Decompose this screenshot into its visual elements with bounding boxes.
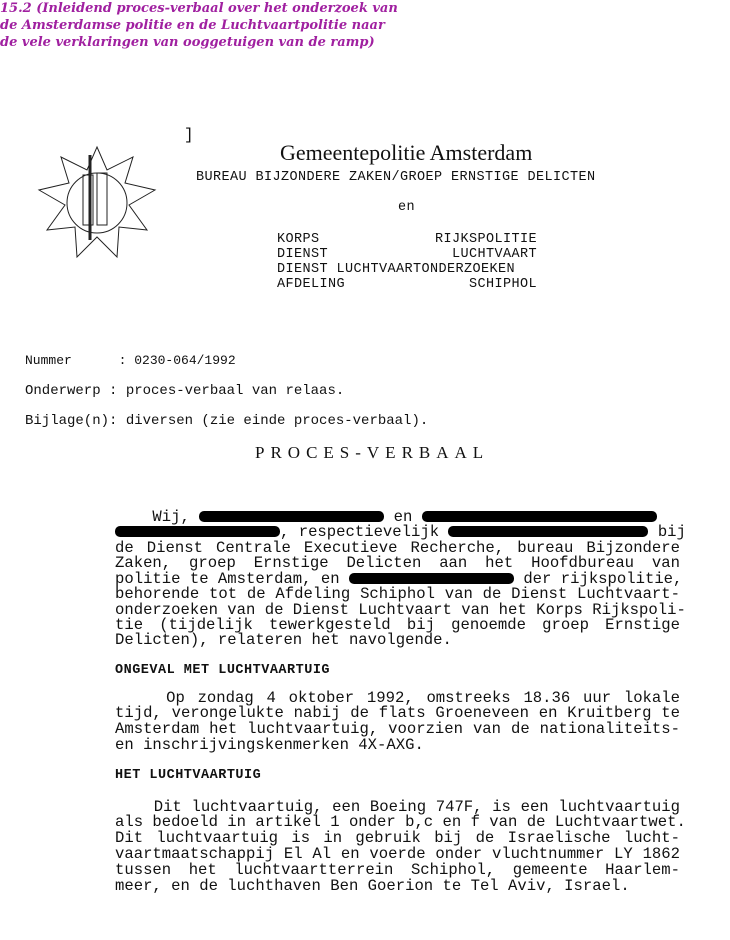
body-line: tussen het luchtvaartterrein Schiphol, gemeente Haarlem-: [115, 861, 680, 879]
intro-line: behorende tot de Afdeling Schiphol van de Dienst Luchtvaart-: [115, 585, 680, 603]
letterhead-subtitle: BUREAU BIJZONDERE ZAKEN/GROEP ERNSTIGE DELICTEN: [196, 170, 596, 185]
intro-line: , respectievelijk bij: [115, 525, 680, 540]
intro-line: Wij, en: [115, 510, 680, 525]
section-heading: ONGEVAL MET LUCHTVAARTUIG: [115, 663, 331, 678]
body-line: Op zondag 4 oktober 1992, omstreeks 18.36 uur lokale: [115, 689, 680, 707]
intro-line: tie (tijdelijk tewerkgesteld bij genoemde groep Ernstige: [115, 616, 680, 634]
intro-line: Zaken, groep Ernstige Delicten aan het Hoofdbureau van: [115, 554, 680, 572]
body-line: tijd, verongelukte nabij de flats Groeneveen en Kruitberg te: [115, 704, 680, 722]
intro-line: de Dienst Centrale Executieve Recherche, bureau Bijzondere: [115, 539, 680, 557]
intro-line: onderzoeken van de Dienst Luchtvaart van het Korps Rijkspoli-: [115, 601, 686, 619]
redaction: [448, 526, 648, 537]
body-line: Amsterdam het luchtvaartuig, voorzien van de nationaliteits-: [115, 720, 680, 738]
section-heading: HET LUCHTVAARTUIG: [115, 768, 262, 783]
body-line: Dit luchtvaartuig is in gebruik bij de Israelische lucht-: [115, 829, 680, 847]
intro-line: politie te Amsterdam, en der rijkspolitie,: [115, 570, 683, 588]
letterhead-title: Gemeentepolitie Amsterdam: [280, 140, 533, 165]
meta-onderwerp: Onderwerp : proces-verbaal van relaas.: [25, 383, 345, 399]
body-line: meer, en de luchthaven Ben Goerion te Tel Aviv, Israel.: [115, 877, 630, 895]
body-line: vaartmaatschappij El Al en voerde onder vluchtnummer LY 1862: [115, 845, 680, 863]
letterhead-and: en: [398, 200, 416, 215]
bracket-mark: ]: [184, 126, 194, 144]
redaction: [422, 511, 657, 522]
intro-line: Delicten), relateren het navolgende.: [115, 631, 452, 649]
letterhead-departments: KORPS RIJKSPOLITIE DIENST LUCHTVAART DIENST LUCHTVAARTONDERZOEKEN AFDELING SCHIPHOL: [277, 232, 537, 292]
redaction: [199, 511, 384, 522]
meta-nummer: Nummer : 0230-064/1992: [25, 353, 236, 368]
document-caption: 15.2 (Inleidend proces-verbaal over het onderzoek van de Amsterdamse politie en de Luchtvaartpolitie naar de vele verklaringen van ooggetuigen van de ramp): [0, 1, 398, 50]
redaction: [115, 526, 280, 537]
meta-bijlage: Bijlage(n): diversen (zie einde proces-verbaal).: [25, 413, 429, 429]
police-star-emblem: [35, 145, 160, 260]
document-title: PROCES-VERBAAL: [255, 443, 490, 462]
body-line: als bedoeld in artikel 1 onder b,c en f van de Luchtvaartwet.: [115, 813, 686, 831]
redaction: [349, 573, 514, 584]
body-line: en inschrijvingskenmerken 4X-AXG.: [115, 736, 424, 754]
body-line: Dit luchtvaartuig, een Boeing 747F, is een luchtvaartuig: [115, 798, 680, 816]
